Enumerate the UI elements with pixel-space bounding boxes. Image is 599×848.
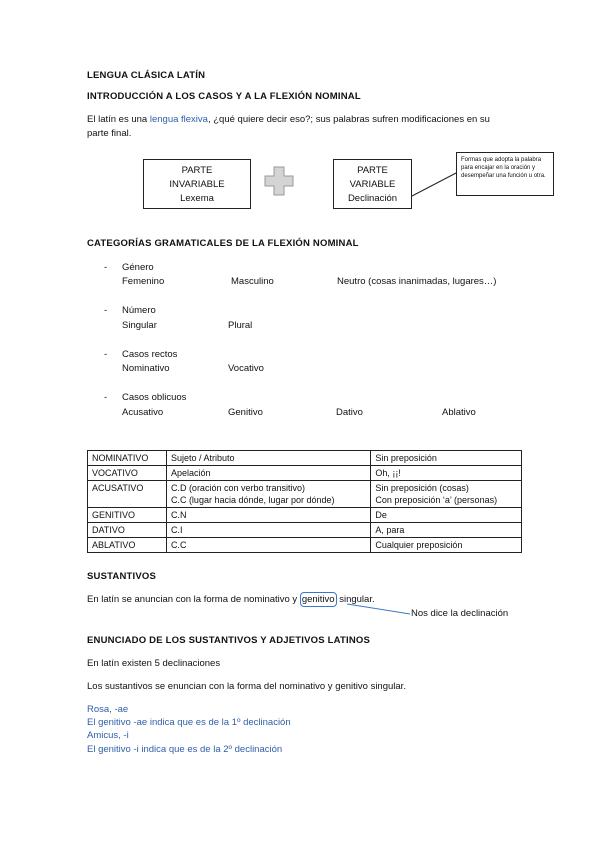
case-name: DATIVO [88, 523, 167, 538]
case-function-line: C.C (lugar hacia dónde, lugar por dónde) [170, 495, 335, 505]
case-name: NOMINATIVO [88, 451, 167, 466]
example-amicus-explanation: El genitivo -i indica que es de la 2º declinación [87, 744, 283, 755]
case-preposition: Oh, ¡¡! [371, 466, 522, 481]
case-function: Apelación [166, 466, 370, 481]
callout-pointer-line [410, 170, 460, 200]
table-row [88, 466, 522, 481]
case-function [166, 481, 370, 508]
category-label-casos-rectos: Casos rectos [122, 349, 178, 360]
case-preposition [371, 481, 522, 508]
case-preposition: A, para [371, 523, 522, 538]
enunciado-title: ENUNCIADO DE LOS SUSTANTIVOS Y ADJETIVOS LATINOS [87, 635, 371, 646]
case-preposition-line: Con preposición ‘a’ (personas) [375, 495, 498, 505]
bullet-dash: - [104, 305, 108, 316]
lengua-flexiva-link[interactable]: lengua flexiva [149, 114, 208, 125]
intro-text-2: , ¿qué quiere decir eso?; sus palabras sufren modificaciones en su [207, 114, 490, 125]
case-name: ABLATIVO [88, 538, 167, 553]
sustantivos-sentence [87, 594, 375, 605]
value-dativo: Dativo [336, 407, 363, 418]
table-row [88, 538, 522, 553]
value-singular: Singular [122, 320, 157, 331]
value-masculino: Masculino [231, 276, 274, 287]
bullet-dash: - [104, 262, 108, 273]
enunciado-line-1: En latín existen 5 declinaciones [87, 658, 221, 669]
example-rosa-explanation: El genitivo -ae indica que es de la 1º declinación [87, 717, 291, 728]
variable-line-3: Declinación [347, 193, 398, 204]
case-function: Sujeto / Atributo [166, 451, 370, 466]
intro-line-2: parte final. [87, 128, 132, 139]
note-connector-line [346, 603, 412, 617]
variable-line-2: VARIABLE [349, 179, 396, 190]
value-acusativo: Acusativo [122, 407, 164, 418]
declension-note: Nos dice la declinación [411, 608, 509, 619]
invariable-line-3: Lexema [180, 193, 214, 204]
case-preposition: Sin preposición [371, 451, 522, 466]
table-row [88, 508, 522, 523]
sustantivos-title: SUSTANTIVOS [87, 571, 157, 582]
page-title: INTRODUCCIÓN A LOS CASOS Y A LA FLEXIÓN NOMINAL [87, 91, 361, 102]
example-amicus: Amicus, -i [87, 730, 129, 741]
case-name: GENITIVO [88, 508, 167, 523]
category-label-casos-oblicuos: Casos oblicuos [122, 392, 187, 403]
example-rosa: Rosa, -ae [87, 704, 129, 715]
genitivo-highlight: genitivo [301, 594, 335, 605]
invariable-part-box [143, 159, 251, 209]
value-nominativo: Nominativo [122, 363, 170, 374]
course-title: LENGUA CLÁSICA LATÍN [87, 70, 206, 81]
invariable-line-1: PARTE [181, 165, 213, 176]
value-neutro: Neutro (cosas inanimadas, lugares…) [337, 276, 497, 287]
case-name: ACUSATIVO [88, 481, 167, 508]
value-plural: Plural [228, 320, 253, 331]
case-function: C.I [166, 523, 370, 538]
table-row [88, 481, 522, 508]
bullet-dash: - [104, 392, 108, 403]
variable-line-1: PARTE [357, 165, 388, 176]
sustantivos-text-1: En latín se anuncian con la forma de nominativo y [87, 594, 300, 605]
categories-title: CATEGORÍAS GRAMATICALES DE LA FLEXIÓN NOMINAL [87, 238, 359, 249]
category-label-numero: Número [122, 305, 156, 316]
value-vocativo: Vocativo [228, 363, 264, 374]
cases-table [87, 450, 522, 553]
table-row [88, 451, 522, 466]
value-femenino: Femenino [122, 276, 165, 287]
case-function-line: C.D (oración con verbo transitivo) [170, 483, 305, 493]
case-preposition: Cualquier preposición [371, 538, 522, 553]
variable-part-box [333, 159, 412, 209]
enunciado-line-2: Los sustantivos se enuncian con la forma del nominativo y genitivo singular. [87, 681, 406, 692]
case-function: C.N [166, 508, 370, 523]
sustantivos-text-2: singular. [336, 594, 375, 605]
value-ablativo: Ablativo [442, 407, 476, 418]
case-name: VOCATIVO [88, 466, 167, 481]
bullet-dash: - [104, 349, 108, 360]
value-genitivo: Genitivo [228, 407, 263, 418]
case-function: C.C [166, 538, 370, 553]
table-row [88, 523, 522, 538]
intro-paragraph [87, 114, 490, 125]
intro-text-1: El latín es una [87, 114, 150, 125]
case-preposition: De [371, 508, 522, 523]
category-label-genero: Género [122, 262, 154, 273]
callout-note: Formas que adopta la palabra para encajar en la oración y desempeñar una función u otra. [456, 152, 554, 196]
invariable-line-2: INVARIABLE [169, 179, 225, 190]
plus-icon [264, 166, 294, 196]
case-preposition-line: Sin preposición (cosas) [375, 483, 469, 493]
